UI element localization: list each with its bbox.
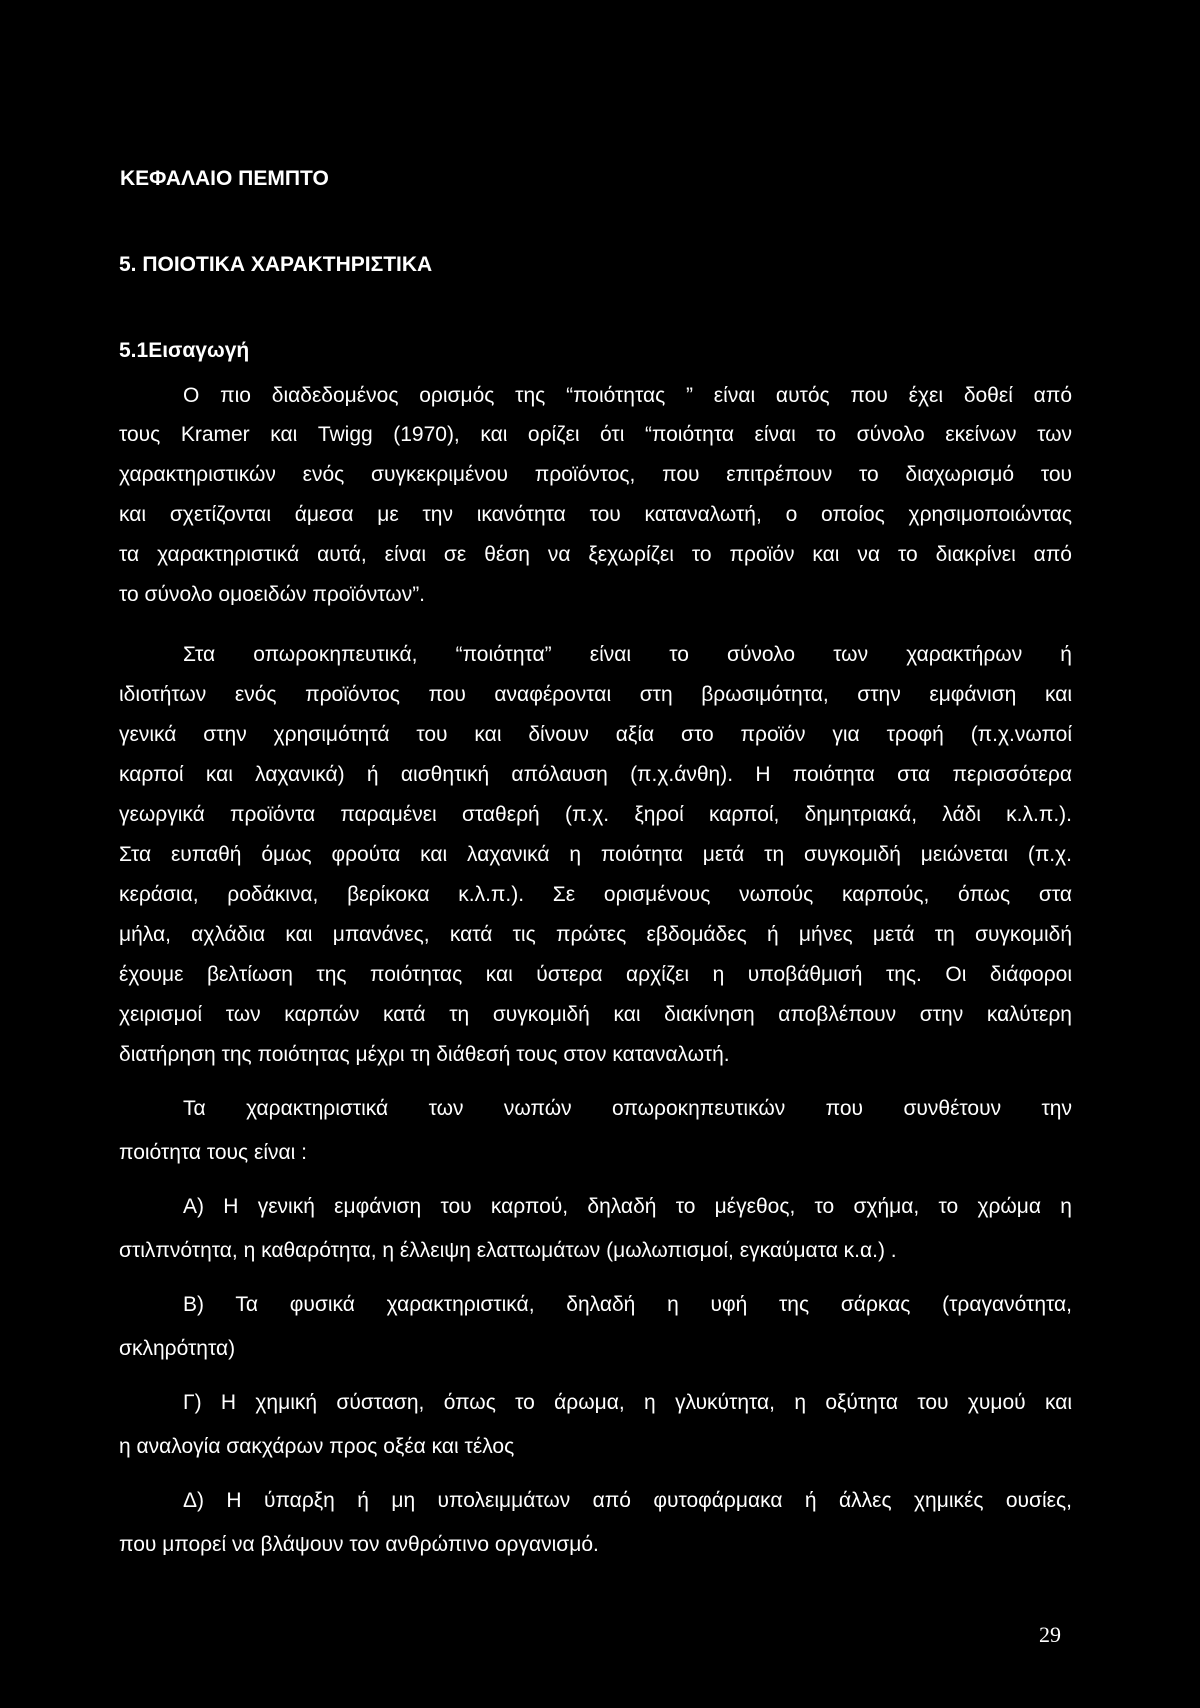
paragraph-2-line-6: Στα ευπαθή όμως φρούτα και λαχανικά η ποιότητα μετά τη συγκομιδή μειώνεται (π.χ. <box>119 843 1072 866</box>
paragraph-2-line-4: καρποί και λαχανικά) ή αισθητική απόλαυση (π.χ.άνθη). Η ποιότητα στα περισσότερα <box>119 763 1072 786</box>
paragraph-2-line-5: γεωργικά προϊόντα παραμένει σταθερή (π.χ. ξηροί καρποί, δημητριακά, λάδι κ.λ.π.). <box>119 803 1072 826</box>
paragraph-1-line-2: τους Kramer και Twigg (1970), και ορίζει ότι “ποιότητα είναι το σύνολο εκείνων των <box>119 423 1072 446</box>
item-c-line-1: Γ) Η χημική σύσταση, όπως το άρωμα, η γλυκύτητα, η οξύτητα του χυμού και <box>183 1391 1072 1414</box>
section-title: 5. ΠΟΙΟΤΙΚΑ ΧΑΡΑΚΤΗΡΙΣΤΙΚΑ <box>119 253 433 276</box>
paragraph-2-line-9: έχουμε βελτίωση της ποιότητας και ύστερα αρχίζει η υποβάθμισή της. Οι διάφοροι <box>119 963 1072 986</box>
item-c-line-2: η αναλογία σακχάρων προς οξέα και τέλος <box>119 1435 515 1458</box>
item-a-line-1: Α) Η γενική εμφάνιση του καρπού, δηλαδή το μέγεθος, το σχήμα, το χρώμα η <box>183 1195 1072 1218</box>
item-b-line-2: σκληρότητα) <box>119 1337 236 1360</box>
paragraph-2-line-3: γενικά στην χρησιμότητά του και δίνουν αξία στο προϊόν για τροφή (π.χ.νωποί <box>119 723 1072 746</box>
item-a-line-2: στιλπνότητα, η καθαρότητα, η έλλειψη ελαττωμάτων (μωλωπισμοί, εγκαύματα κ.α.) . <box>119 1239 897 1262</box>
chapter-title: ΚΕΦΑΛΑΙΟ ΠΕΜΠΤΟ <box>120 167 329 190</box>
paragraph-1-line-6: το σύνολο ομοειδών προϊόντων”. <box>119 583 426 606</box>
paragraph-2-line-8: μήλα, αχλάδια και μπανάνες, κατά τις πρώτες εβδομάδες ή μήνες μετά τη συγκομιδή <box>119 923 1072 946</box>
paragraph-1-line-5: τα χαρακτηριστικά αυτά, είναι σε θέση να ξεχωρίζει το προϊόν και να το διακρίνει από <box>119 543 1072 566</box>
page-number: 29 <box>1039 1622 1061 1647</box>
paragraph-3-line-1: Τα χαρακτηριστικά των νωπών οπωροκηπευτικών που συνθέτουν την <box>183 1097 1072 1120</box>
paragraph-1-line-3: χαρακτηριστικών ενός συγκεκριμένου προϊόντος, που επιτρέπουν το διαχωρισμό του <box>119 463 1072 486</box>
paragraph-2-line-2: ιδιοτήτων ενός προϊόντος που αναφέρονται στη βρωσιμότητα, στην εμφάνιση και <box>119 683 1072 706</box>
item-b-line-1: Β) Τα φυσικά χαρακτηριστικά, δηλαδή η υφή της σάρκας (τραγανότητα, <box>183 1293 1072 1316</box>
paragraph-2-line-10: χειρισμοί των καρπών κατά τη συγκομιδή και διακίνηση αποβλέπουν στην καλύτερη <box>119 1003 1072 1026</box>
paragraph-1-line-1: Ο πιο διαδεδομένος ορισμός της “ποιότητας ” είναι αυτός που έχει δοθεί από <box>183 384 1072 407</box>
paragraph-1-line-4: και σχετίζονται άμεσα με την ικανότητα του καταναλωτή, ο οποίος χρησιμοποιώντας <box>119 503 1072 526</box>
subsection-title: 5.1Εισαγωγή <box>119 339 250 362</box>
paragraph-2-line-7: κεράσια, ροδάκινα, βερίκοκα κ.λ.π.). Σε ορισμένους νωπούς καρπούς, όπως στα <box>119 883 1072 906</box>
item-d-line-2: που μπορεί να βλάψουν τον ανθρώπινο οργανισμό. <box>119 1533 599 1556</box>
paragraph-2-line-1: Στα οπωροκηπευτικά, “ποιότητα” είναι το σύνολο των χαρακτήρων ή <box>183 643 1072 666</box>
paragraph-2-line-11: διατήρηση της ποιότητας μέχρι τη διάθεσή τους στον καταναλωτή. <box>119 1043 730 1066</box>
paragraph-3-line-2: ποιότητα τους είναι : <box>119 1141 307 1164</box>
item-d-line-1: Δ) Η ύπαρξη ή μη υπολειμμάτων από φυτοφάρμακα ή άλλες χημικές ουσίες, <box>183 1489 1072 1512</box>
